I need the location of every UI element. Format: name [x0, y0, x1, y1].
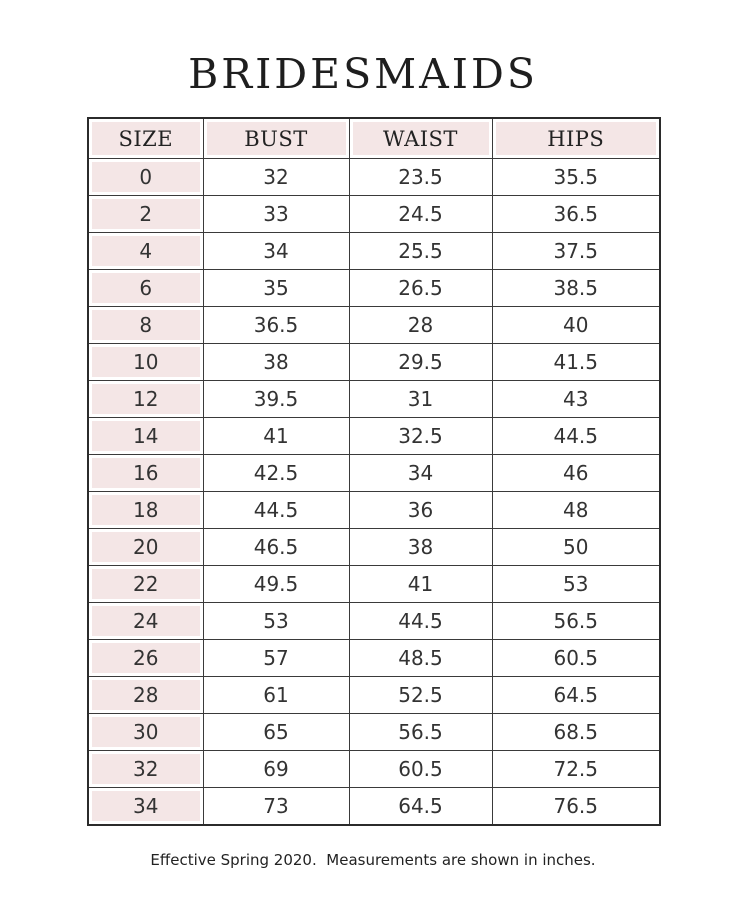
size-cell: 22	[88, 566, 203, 603]
table-row	[88, 640, 660, 677]
waist-cell: 44.5	[349, 603, 492, 640]
footer-note: Effective Spring 2020. Measurements are shown in inches.	[150, 851, 596, 869]
waist-cell: 36	[349, 492, 492, 529]
hips-cell: 72.5	[492, 751, 660, 788]
waist-cell: 26.5	[349, 270, 492, 307]
size-cell: 34	[88, 788, 203, 826]
waist-cell: 56.5	[349, 714, 492, 751]
size-cell: 32	[88, 751, 203, 788]
size-cell: 16	[88, 455, 203, 492]
hips-cell: 44.5	[492, 418, 660, 455]
waist-cell: 31	[349, 381, 492, 418]
bust-cell: 61	[203, 677, 349, 714]
size-cell: 4	[88, 233, 203, 270]
bust-cell: 38	[203, 344, 349, 381]
bust-cell: 69	[203, 751, 349, 788]
hips-cell: 36.5	[492, 196, 660, 233]
table-row	[88, 677, 660, 714]
bust-cell: 57	[203, 640, 349, 677]
size-cell: 30	[88, 714, 203, 751]
bust-cell: 42.5	[203, 455, 349, 492]
hips-cell: 68.5	[492, 714, 660, 751]
table-row	[88, 418, 660, 455]
bust-cell: 73	[203, 788, 349, 826]
waist-cell: 38	[349, 529, 492, 566]
table-row	[88, 307, 660, 344]
size-chart-table	[87, 117, 661, 826]
waist-cell: 48.5	[349, 640, 492, 677]
waist-cell: 32.5	[349, 418, 492, 455]
size-cell: 26	[88, 640, 203, 677]
hips-cell: 60.5	[492, 640, 660, 677]
table-row	[88, 159, 660, 196]
waist-cell: 28	[349, 307, 492, 344]
hips-cell: 43	[492, 381, 660, 418]
hips-cell: 38.5	[492, 270, 660, 307]
size-cell: 12	[88, 381, 203, 418]
column-header-waist: WAIST	[349, 118, 492, 159]
hips-cell: 48	[492, 492, 660, 529]
bust-cell: 44.5	[203, 492, 349, 529]
table-row	[88, 714, 660, 751]
table-row	[88, 270, 660, 307]
bust-cell: 65	[203, 714, 349, 751]
table-row	[88, 344, 660, 381]
hips-cell: 64.5	[492, 677, 660, 714]
table-row	[88, 603, 660, 640]
hips-cell: 37.5	[492, 233, 660, 270]
table-row	[88, 751, 660, 788]
table-row	[88, 566, 660, 603]
page-title: BRIDESMAIDS	[188, 50, 538, 98]
size-cell: 28	[88, 677, 203, 714]
column-header-hips: HIPS	[492, 118, 660, 159]
table-row	[88, 233, 660, 270]
bust-cell: 35	[203, 270, 349, 307]
bust-cell: 41	[203, 418, 349, 455]
bust-cell: 33	[203, 196, 349, 233]
waist-cell: 34	[349, 455, 492, 492]
size-cell: 20	[88, 529, 203, 566]
waist-cell: 23.5	[349, 159, 492, 196]
waist-cell: 24.5	[349, 196, 492, 233]
column-header-size: SIZE	[88, 118, 203, 159]
waist-cell: 29.5	[349, 344, 492, 381]
table-header-row	[88, 118, 660, 159]
size-cell: 8	[88, 307, 203, 344]
bust-cell: 32	[203, 159, 349, 196]
table-body	[88, 159, 660, 826]
size-cell: 24	[88, 603, 203, 640]
hips-cell: 35.5	[492, 159, 660, 196]
bust-cell: 39.5	[203, 381, 349, 418]
waist-cell: 41	[349, 566, 492, 603]
bust-cell: 46.5	[203, 529, 349, 566]
waist-cell: 60.5	[349, 751, 492, 788]
table-row	[88, 381, 660, 418]
table-row	[88, 529, 660, 566]
hips-cell: 46	[492, 455, 660, 492]
bust-cell: 36.5	[203, 307, 349, 344]
hips-cell: 40	[492, 307, 660, 344]
hips-cell: 76.5	[492, 788, 660, 826]
waist-cell: 25.5	[349, 233, 492, 270]
hips-cell: 41.5	[492, 344, 660, 381]
bust-cell: 49.5	[203, 566, 349, 603]
size-cell: 2	[88, 196, 203, 233]
bust-cell: 34	[203, 233, 349, 270]
size-cell: 18	[88, 492, 203, 529]
size-cell: 10	[88, 344, 203, 381]
hips-cell: 56.5	[492, 603, 660, 640]
size-cell: 14	[88, 418, 203, 455]
hips-cell: 50	[492, 529, 660, 566]
table-row	[88, 455, 660, 492]
waist-cell: 64.5	[349, 788, 492, 826]
table-row	[88, 492, 660, 529]
hips-cell: 53	[492, 566, 660, 603]
table-row	[88, 196, 660, 233]
size-cell: 6	[88, 270, 203, 307]
waist-cell: 52.5	[349, 677, 492, 714]
column-header-bust: BUST	[203, 118, 349, 159]
bust-cell: 53	[203, 603, 349, 640]
table-row	[88, 788, 660, 826]
size-cell: 0	[88, 159, 203, 196]
